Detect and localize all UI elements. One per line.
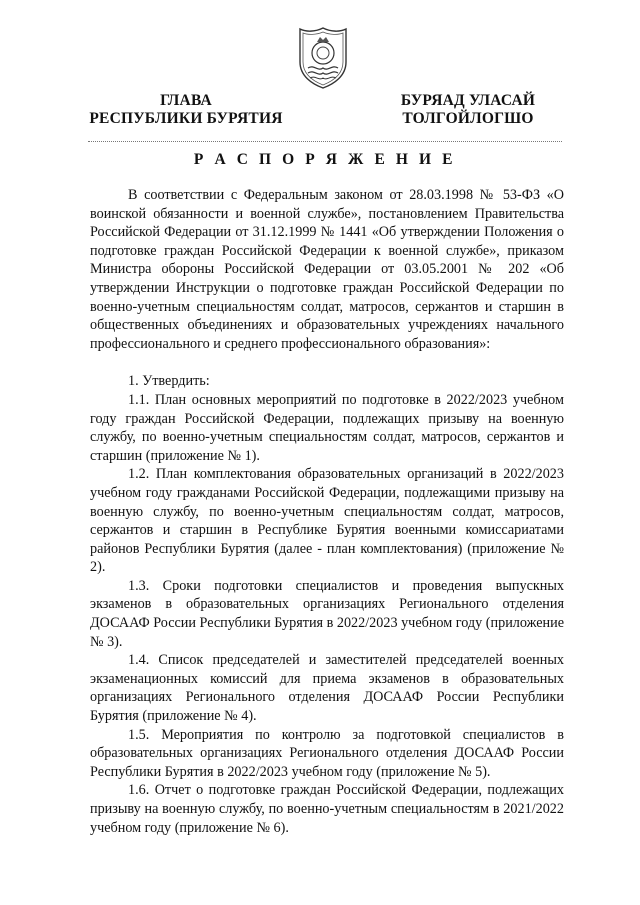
header-right-line2: ТОЛГОЙЛОГШО bbox=[402, 110, 534, 127]
item-1-3: 1.3. Сроки подготовки специалистов и проведения выпускных экзаменов в образовательных организациях Регионального отделения ДОСААФ России Республики Бурятия в 2022/2023 учебном году (приложение № 3). bbox=[90, 577, 565, 650]
header-right bbox=[368, 92, 568, 128]
item-1: 1. Утвердить: bbox=[128, 373, 210, 390]
item-1-2: 1.2. План комплектования образовательных организаций в 2022/2023 учебном году гражданами Российской Федерации, подлежащими призыву на военную службу, по военно-учетным специальностям солдат, матросов, сержантов и старшин в Республике Бурятия военными комиссариатами районов Республики Бурятия (далее - план комплектования) (приложение № 2). bbox=[90, 466, 564, 576]
header-left-line2: РЕСПУБЛИКИ БУРЯТИЯ bbox=[89, 110, 283, 127]
document-body bbox=[90, 186, 564, 837]
header-left-line1: ГЛАВА bbox=[160, 92, 212, 109]
item-1-4: 1.4. Список председателей и заместителей председателей военных экзаменационных комиссий для приема экзаменов в образовательных организациях Регионального отделения ДОСААФ России Республики Бурятия (приложение № 4). bbox=[90, 652, 564, 725]
coat-of-arms-icon bbox=[296, 26, 350, 90]
item-1-5: 1.5. Мероприятия по контролю за подготовкой специалистов в образовательных организациях Регионального отделения ДОСААФ России Республики Бурятия в 2022/2023 учебном году (приложение № 5). bbox=[90, 726, 564, 780]
preamble-paragraph: В соответствии с Федеральным законом от 28.03.1998 № 53-ФЗ «О воинской обязанности и военной службе», постановлением Правительства Российской Федерации от 31.12.1999 № 1441 «Об утверждении Положения о подготовке граждан Российской Федерации к военной службе», приказом Министра обороны Российской Федерации от 03.05.2001 № 202 «Об утверждении Инструкции о подготовке граждан Российской Федерации по военно-учетным специальностям солдат, матросов, сержантов и старшин в общественных объединениях и образовательных учреждениях начального профессионального и среднего профессионального образования»: bbox=[90, 187, 564, 352]
header-right-line1: БУРЯАД УЛАСАЙ bbox=[400, 92, 536, 109]
header-left bbox=[86, 92, 286, 128]
header-divider bbox=[88, 141, 562, 142]
item-1-6: 1.6. Отчет о подготовке граждан Российской Федерации, подлежащих призыву на военную службу, по военно-учетным специальностям в 2021/2022 учебном году (приложение № 6). bbox=[90, 782, 564, 836]
document-title: Р А С П О Р Я Ж Е Н И Е bbox=[193, 151, 457, 168]
paragraph-gap bbox=[90, 353, 564, 372]
item-1-1: 1.1. План основных мероприятий по подготовке в 2022/2023 учебном году граждан Российской Федерации, подлежащих призыву на военную службу, по военно-учетным специальностям солдат, матросов, сержантов и старшин (приложение № 1). bbox=[90, 391, 564, 464]
